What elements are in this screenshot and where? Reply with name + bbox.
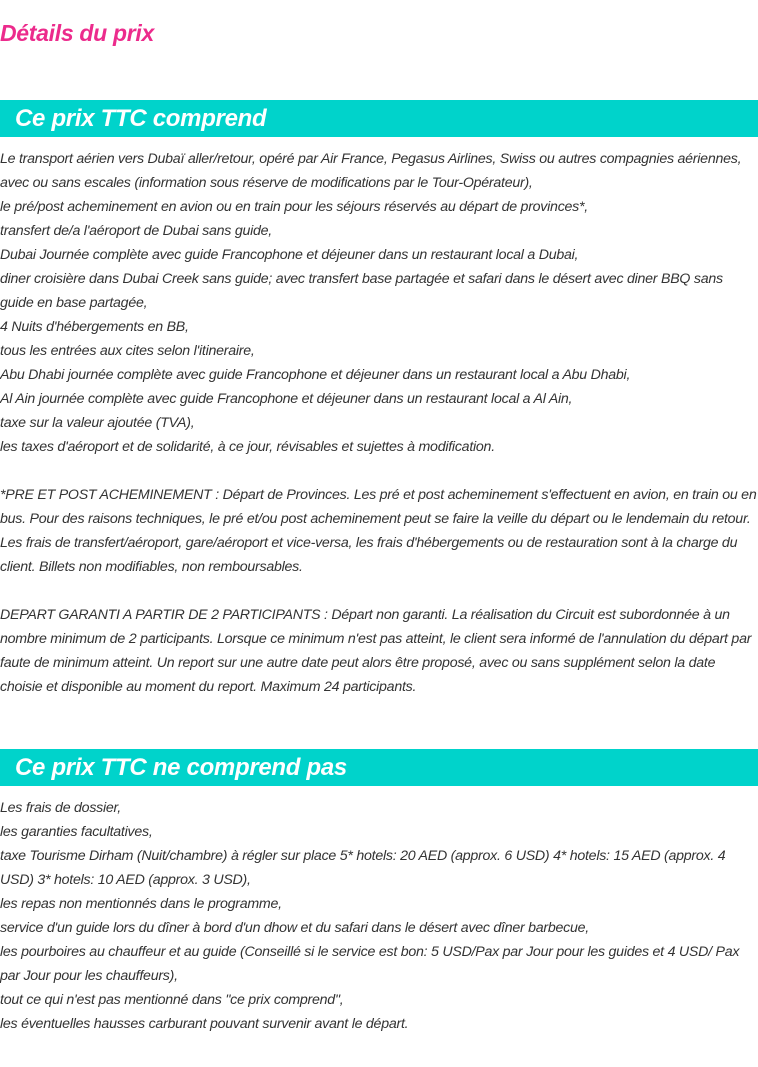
list-item: Dubai Journée complète avec guide Francophone et déjeuner dans un restaurant local a Dubai,	[0, 247, 579, 263]
includes-list	[0, 147, 758, 459]
list-item: transfert de/a l'aéroport de Dubai sans guide,	[0, 223, 272, 239]
list-item: diner croisière dans Dubai Creek sans guide; avec transfert base partagée et safari dans le désert avec diner BBQ sans guide en base partagée,	[0, 271, 723, 311]
list-item: Abu Dhabi journée complète avec guide Francophone et déjeuner dans un restaurant local a Abu Dhabi,	[0, 367, 631, 383]
list-item: service d'un guide lors du dîner à bord d'un dhow et du safari dans le désert avec dîner barbecue,	[0, 920, 589, 936]
note-depart-garanti: DEPART GARANTI A PARTIR DE 2 PARTICIPANTS : Départ non garanti. La réalisation du Circuit est subordonnée à un nombre minimum de 2 participants. Lorsque ce minimum n'est pas atteint, le client sera informé de l'annulation du départ par faute de minimum atteint. Un report sur une autre date peut alors être proposé, avec ou sans supplément selon la date choisie et disponible au moment du report. Maximum 24 participants.	[0, 607, 752, 695]
list-item: les garanties facultatives,	[0, 824, 153, 840]
section-header-includes: Ce prix TTC comprend	[0, 100, 758, 137]
list-item: Les frais de dossier,	[0, 800, 121, 816]
list-item: Le transport aérien vers Dubaï aller/retour, opéré par Air France, Pegasus Airlines, Swiss ou autres compagnies aériennes, avec ou sans escales (information sous réserve de modifications par le Tour-Opérateur),	[0, 151, 742, 191]
list-item: les éventuelles hausses carburant pouvant survenir avant le départ.	[0, 1016, 409, 1032]
list-item: le pré/post acheminement en avion ou en train pour les séjours réservés au départ de provinces*,	[0, 199, 588, 215]
list-item: taxe sur la valeur ajoutée (TVA),	[0, 415, 195, 431]
note-preacheminement: *PRE ET POST ACHEMINEMENT : Départ de Provinces. Les pré et post acheminement s'effectuent en avion, en train ou en bus. Pour des raisons techniques, le pré et/ou post acheminement peut se faire la veille du départ ou le lendemain du retour. Les frais de transfert/aéroport, gare/aéroport et vice-versa, les frais d'hébergements ou de restauration sont à la charge du client. Billets non modifiables, non remboursables.	[0, 487, 757, 575]
page-title: Détails du prix	[0, 20, 154, 46]
list-item: 4 Nuits d'hébergements en BB,	[0, 319, 189, 335]
list-item: tous les entrées aux cites selon l'itineraire,	[0, 343, 255, 359]
section-header-excludes: Ce prix TTC ne comprend pas	[0, 749, 758, 786]
list-item: taxe Tourisme Dirham (Nuit/chambre) à régler sur place 5* hotels: 20 AED (approx. 6 USD) 4* hotels: 15 AED (approx. 4 USD) 3* hotels: 10 AED (approx. 3 USD),	[0, 848, 726, 888]
excludes-list	[0, 796, 758, 1036]
list-item: Al Ain journée complète avec guide Francophone et déjeuner dans un restaurant local a Al Ain,	[0, 391, 573, 407]
list-item: tout ce qui n'est pas mentionné dans "ce prix comprend",	[0, 992, 344, 1008]
list-item: les repas non mentionnés dans le programme,	[0, 896, 282, 912]
list-item: les taxes d'aéroport et de solidarité, à ce jour, révisables et sujettes à modification.	[0, 439, 495, 455]
list-item: les pourboires au chauffeur et au guide (Conseillé si le service est bon: 5 USD/Pax par Jour pour les guides et 4 USD/ Pax par Jour pour les chauffeurs),	[0, 944, 740, 984]
